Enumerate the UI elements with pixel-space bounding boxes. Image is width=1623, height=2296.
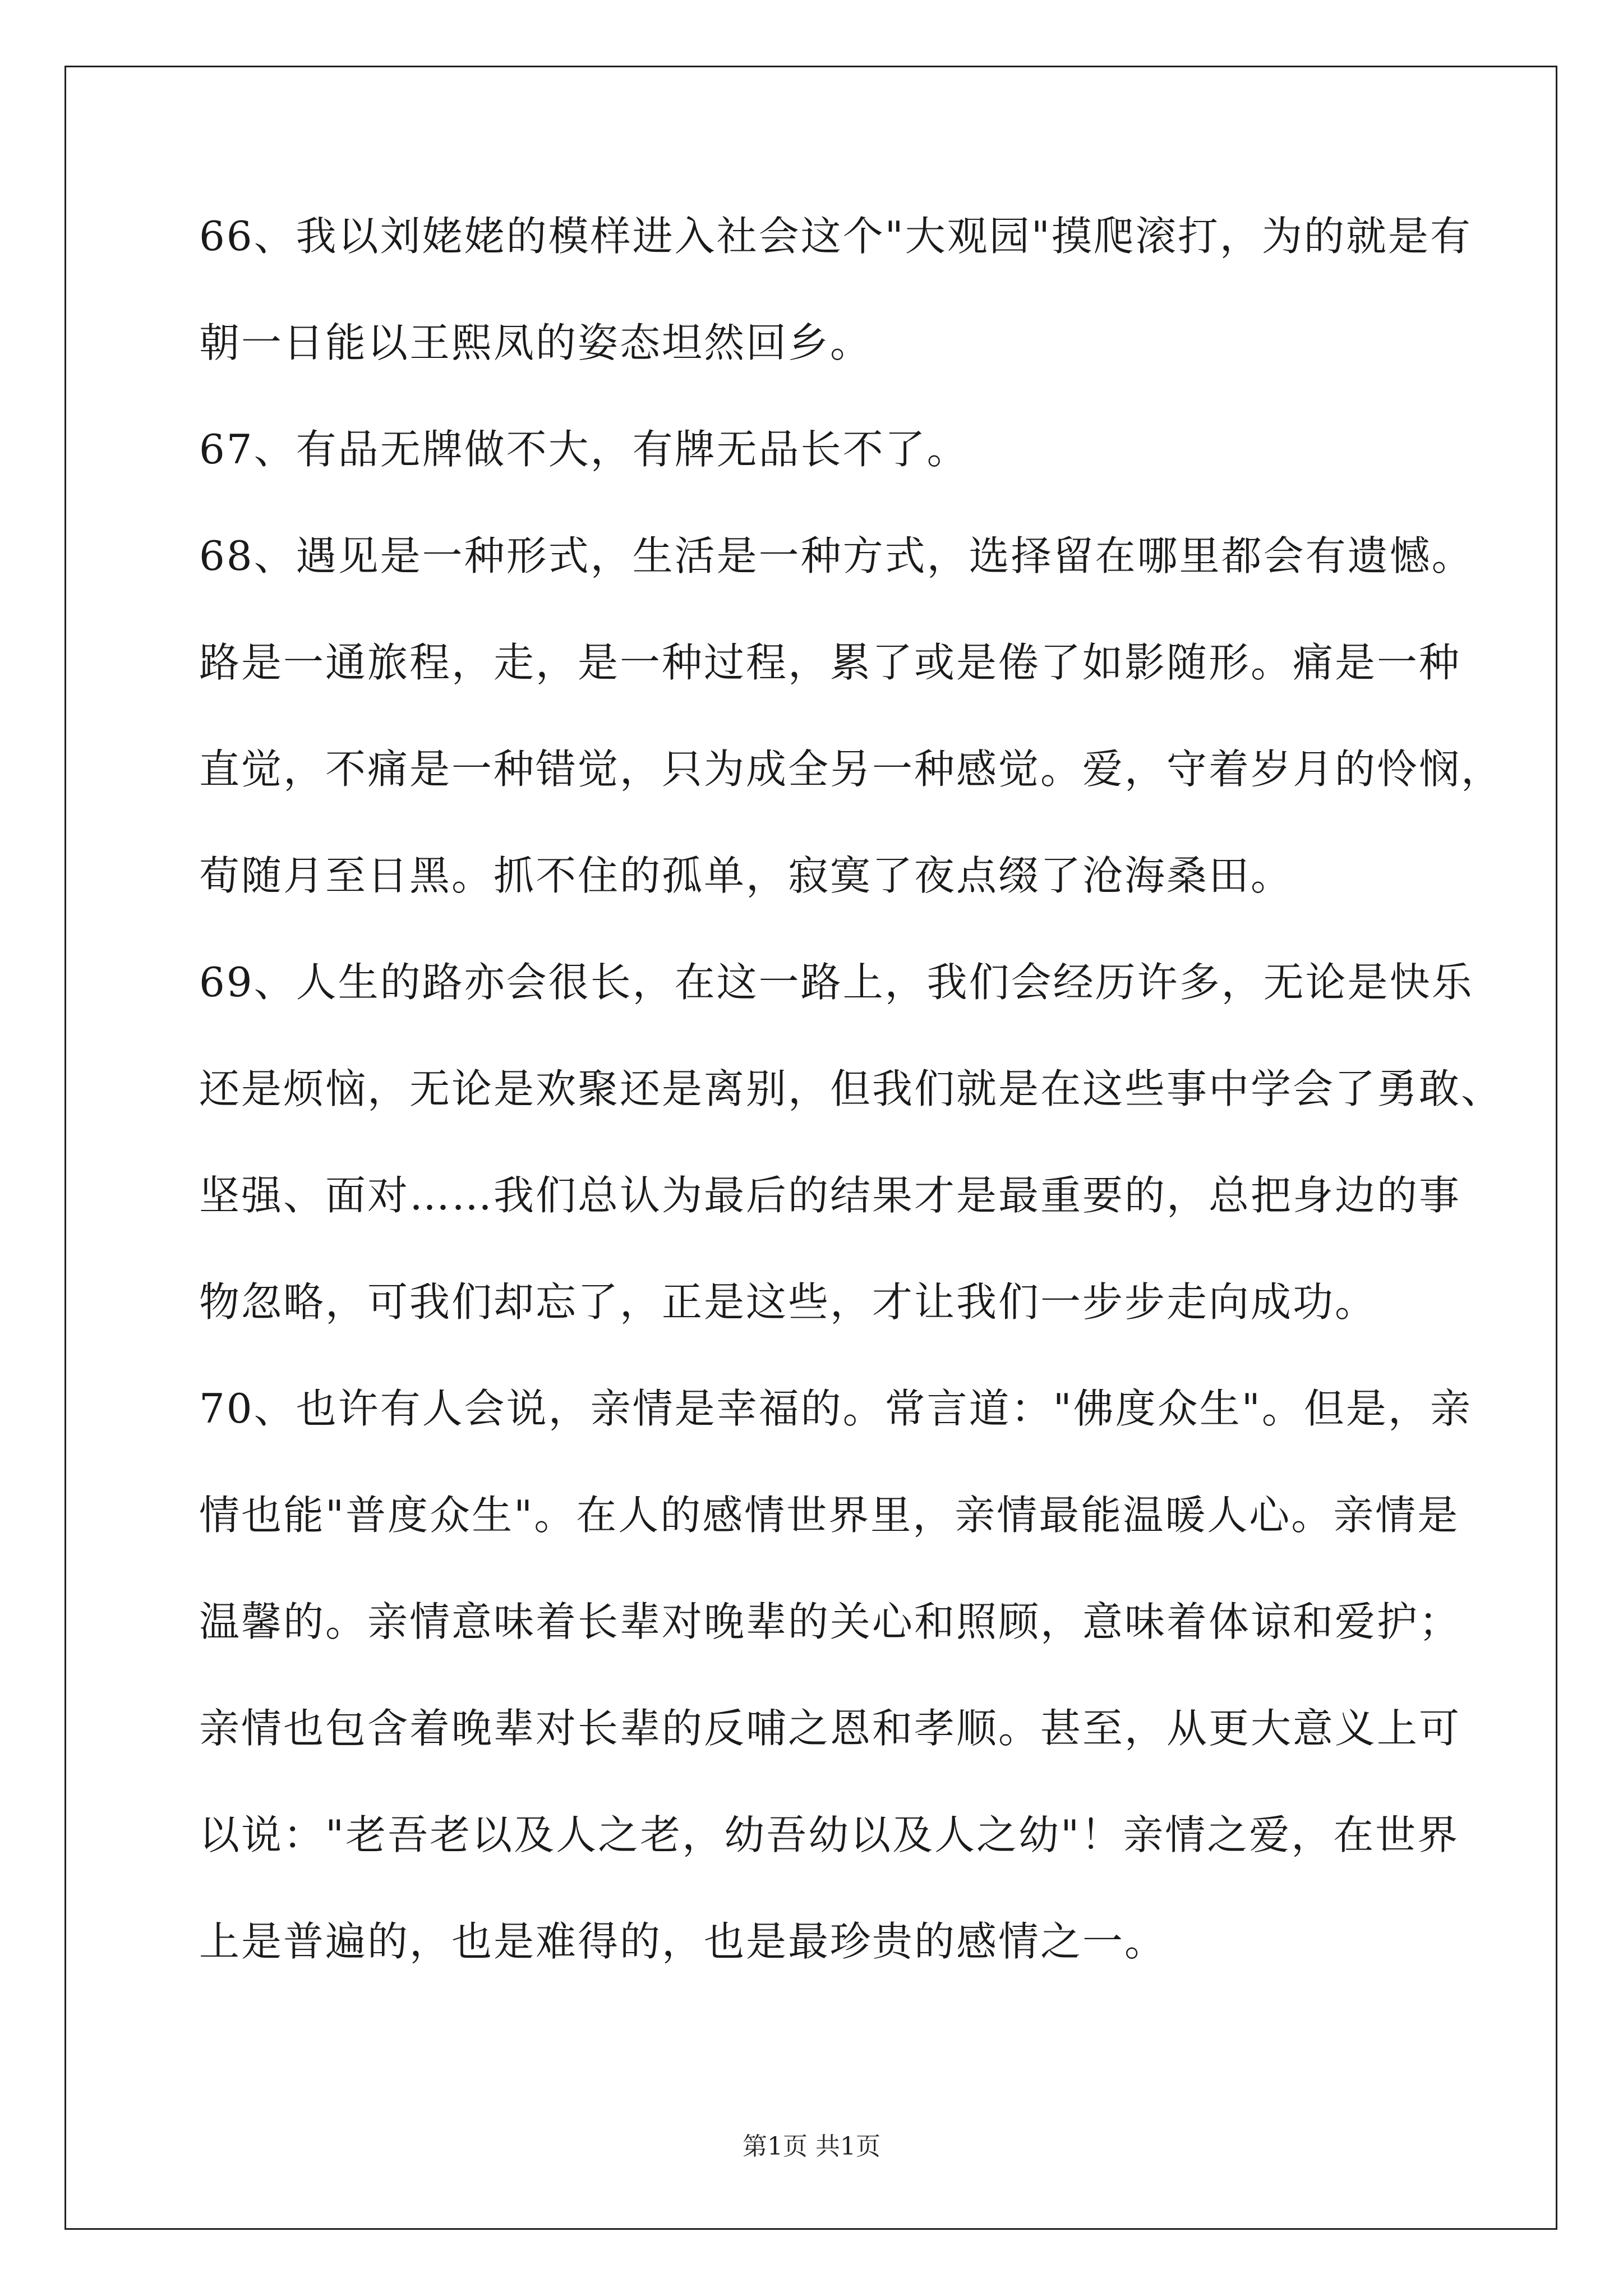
text-line: 70、也许有人会说，亲情是幸福的。常言道："佛度众生"。但是，亲	[199, 1385, 1472, 1432]
text-line: 亲情也包含着晚辈对长辈的反哺之恩和孝顺。甚至，从更大意义上可	[199, 1705, 1461, 1752]
text-line: 物忽略，可我们却忘了，正是这些，才让我们一步步走向成功。	[199, 1278, 1377, 1326]
text-line: 68、遇见是一种形式，生活是一种方式，选择留在哪里都会有遗憾。	[199, 532, 1474, 579]
page-footer: 第1页 共1页	[743, 2132, 880, 2161]
text-line: 荀随月至日黑。抓不住的孤单，寂寞了夜点缀了沧海桑田。	[199, 852, 1293, 899]
text-line: 69、人生的路亦会很长，在这一路上，我们会经历许多，无论是快乐	[199, 959, 1474, 1006]
text-line: 直觉，不痛是一种错觉，只为成全另一种感觉。爱，守着岁月的怜悯，	[199, 746, 1504, 793]
text-line: 还是烦恼，无论是欢聚还是离别，但我们就是在这些事中学会了勇敢、	[199, 1065, 1504, 1112]
text-line: 坚强、面对……我们总认为最后的结果才是最重要的，总把身边的事	[199, 1172, 1461, 1219]
text-line: 情也能"普度众生"。在人的感情世界里，亲情最能温暖人心。亲情是	[199, 1492, 1460, 1539]
text-line: 以说："老吾老以及人之老，幼吾幼以及人之幼"！亲情之爱，在世界	[199, 1811, 1460, 1858]
text-line: 上是普遍的，也是难得的，也是最珍贵的感情之一。	[199, 1918, 1167, 1965]
text-line: 温馨的。亲情意味着长辈对晚辈的关心和照顾，意味着体谅和爱护；	[199, 1598, 1461, 1645]
text-line: 66、我以刘姥姥的模样进入社会这个"大观园"摸爬滚打，为的就是有	[199, 213, 1472, 260]
text-line: 朝一日能以王熙凤的姿态坦然回乡。	[199, 319, 873, 366]
document-body	[199, 213, 1504, 2028]
text-line: 路是一通旅程，走，是一种过程，累了或是倦了如影随形。痛是一种	[199, 639, 1461, 686]
text-line: 67、有品无牌做不大，有牌无品长不了。	[199, 426, 969, 473]
